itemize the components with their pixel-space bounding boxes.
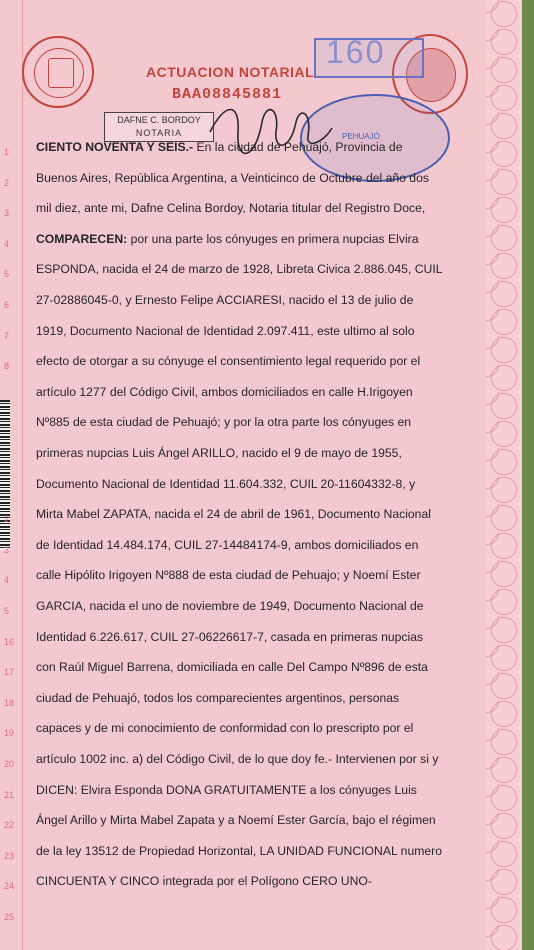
document-line: 1919, Documento Nacional de Identidad 2.097.411, este ultimo al solo: [36, 323, 415, 338]
document-line: ESPONDA, nacida el 24 de marzo de 1928, Libreta Civica 2.886.045, CUIL: [36, 262, 443, 277]
document-line: artículo 1002 inc. a) del Código Civil, de lo que doy fe.- Intervienen por si y: [36, 752, 439, 766]
document-line: CINCUENTA Y CINCO integrada por el Polígono CERO UNO-: [36, 874, 372, 889]
line-number: 5: [4, 606, 10, 616]
margin-rule: [22, 0, 23, 950]
document-line: DICEN: Elvira Esponda DONA GRATUITAMENTE a los cónyuges Luis: [36, 782, 417, 797]
line-number: 18: [4, 697, 15, 708]
document-line: Nº885 de esta ciudad de Pehuajó; y por la otra parte los cónyuges en: [36, 415, 412, 430]
line-number: 4: [4, 575, 10, 586]
line-number: 2: [4, 177, 10, 188]
line-number: 5: [4, 269, 10, 280]
document-line: de Identidad 14.484.174, CUIL 27-14484174-9, ambos domiciliados en: [36, 537, 419, 552]
line-number: 24: [4, 881, 15, 892]
document-line: 27-02886045-0, y Ernesto Felipe ACCIARESI, nacido el 13 de julio de: [36, 293, 414, 307]
line-number: 7: [4, 330, 10, 341]
notary-name-stamp: [104, 112, 214, 142]
line-number: 22: [4, 820, 15, 831]
document-line: Ángel Arillo y Mirta Mabel Zapata y a Noemí Ester García, bajo el régimen: [36, 813, 436, 828]
line-number: 21: [4, 789, 15, 800]
document-line: primeras nupcias Luis Ángel ARILLO, nacido el 9 de mayo de 1955,: [36, 446, 402, 460]
barcode-icon: [0, 400, 10, 550]
line-number: 2: [4, 514, 10, 525]
line-number: 3: [4, 544, 10, 555]
document-line: COMPARECEN: por una parte los cónyuges en primera nupcias Elvira: [36, 231, 419, 246]
line-number: 4: [4, 238, 10, 249]
line-number: 17: [4, 667, 15, 678]
document-line: CIENTO NOVENTA Y SEIS.- En la ciudad de Pehuajó, Provincia de: [36, 140, 403, 154]
oval-stamp-text: PEHUAJÓ: [342, 132, 380, 141]
line-number: 16: [4, 636, 15, 647]
notary-stamp-role: NOTARIA: [135, 128, 183, 138]
document-line: capaces y de mi conocimiento de conformidad con lo prescripto por el: [36, 721, 414, 736]
line-number: 3: [4, 208, 10, 219]
line-number: 6: [4, 300, 10, 310]
document-line: Identidad 6.226.617, CUIL 27-06226617-7, casada en primeras nupcias: [36, 629, 424, 644]
line-number: 1: [4, 147, 10, 157]
document-line: con Raúl Miguel Barrena, domiciliada en calle Del Campo Nº896 de esta: [36, 660, 428, 675]
line-number: 25: [4, 912, 15, 922]
document-line: GARCIA, nacida el uno de noviembre de 1949, Documento Nacional de: [36, 599, 424, 613]
document-line: de la ley 13512 de Propiedad Horizontal, LA UNIDAD FUNCIONAL numero: [36, 843, 442, 858]
line-number: 8: [4, 361, 10, 372]
notary-stamp-name: DAFNE C. BORDOY: [117, 115, 201, 125]
folio-number: 160: [326, 34, 386, 70]
document-line: ciudad de Pehuajó, todos los comparecientes argentinos, personas: [36, 690, 400, 705]
page-title: ACTUACION NOTARIAL: [146, 64, 315, 80]
document-line: Mirta Mabel ZAPATA, nacida el 24 de abril de 1961, Documento Nacional: [36, 507, 431, 522]
line-number: 20: [4, 759, 15, 769]
notarial-seal-icon: [22, 36, 94, 108]
line-number: 19: [4, 728, 15, 739]
document-line: calle Hipólito Irigoyen Nº888 de esta ciudad de Pehuajo; y Noemí Ester: [36, 568, 421, 583]
line-number: 23: [4, 850, 15, 861]
document-line: artículo 1277 del Código Civil, ambos domiciliados en calle H.Irigoyen: [36, 384, 413, 399]
document-line: Documento Nacional de Identidad 11.604.332, CUIL 20-11604332-8, y: [36, 476, 416, 491]
document-line: efecto de otorgar a su cónyuge el consentimiento legal requerido por el: [36, 354, 421, 369]
document-line: Buenos Aires, República Argentina, a Veinticinco de Octubre del año dos: [36, 170, 429, 185]
serial-number: BAA08845881: [172, 86, 283, 103]
decorative-border: [486, 0, 522, 950]
document-line: mil diez, ante mi, Dafne Celina Bordoy, Notaria titular del Registro Doce,: [36, 201, 426, 216]
